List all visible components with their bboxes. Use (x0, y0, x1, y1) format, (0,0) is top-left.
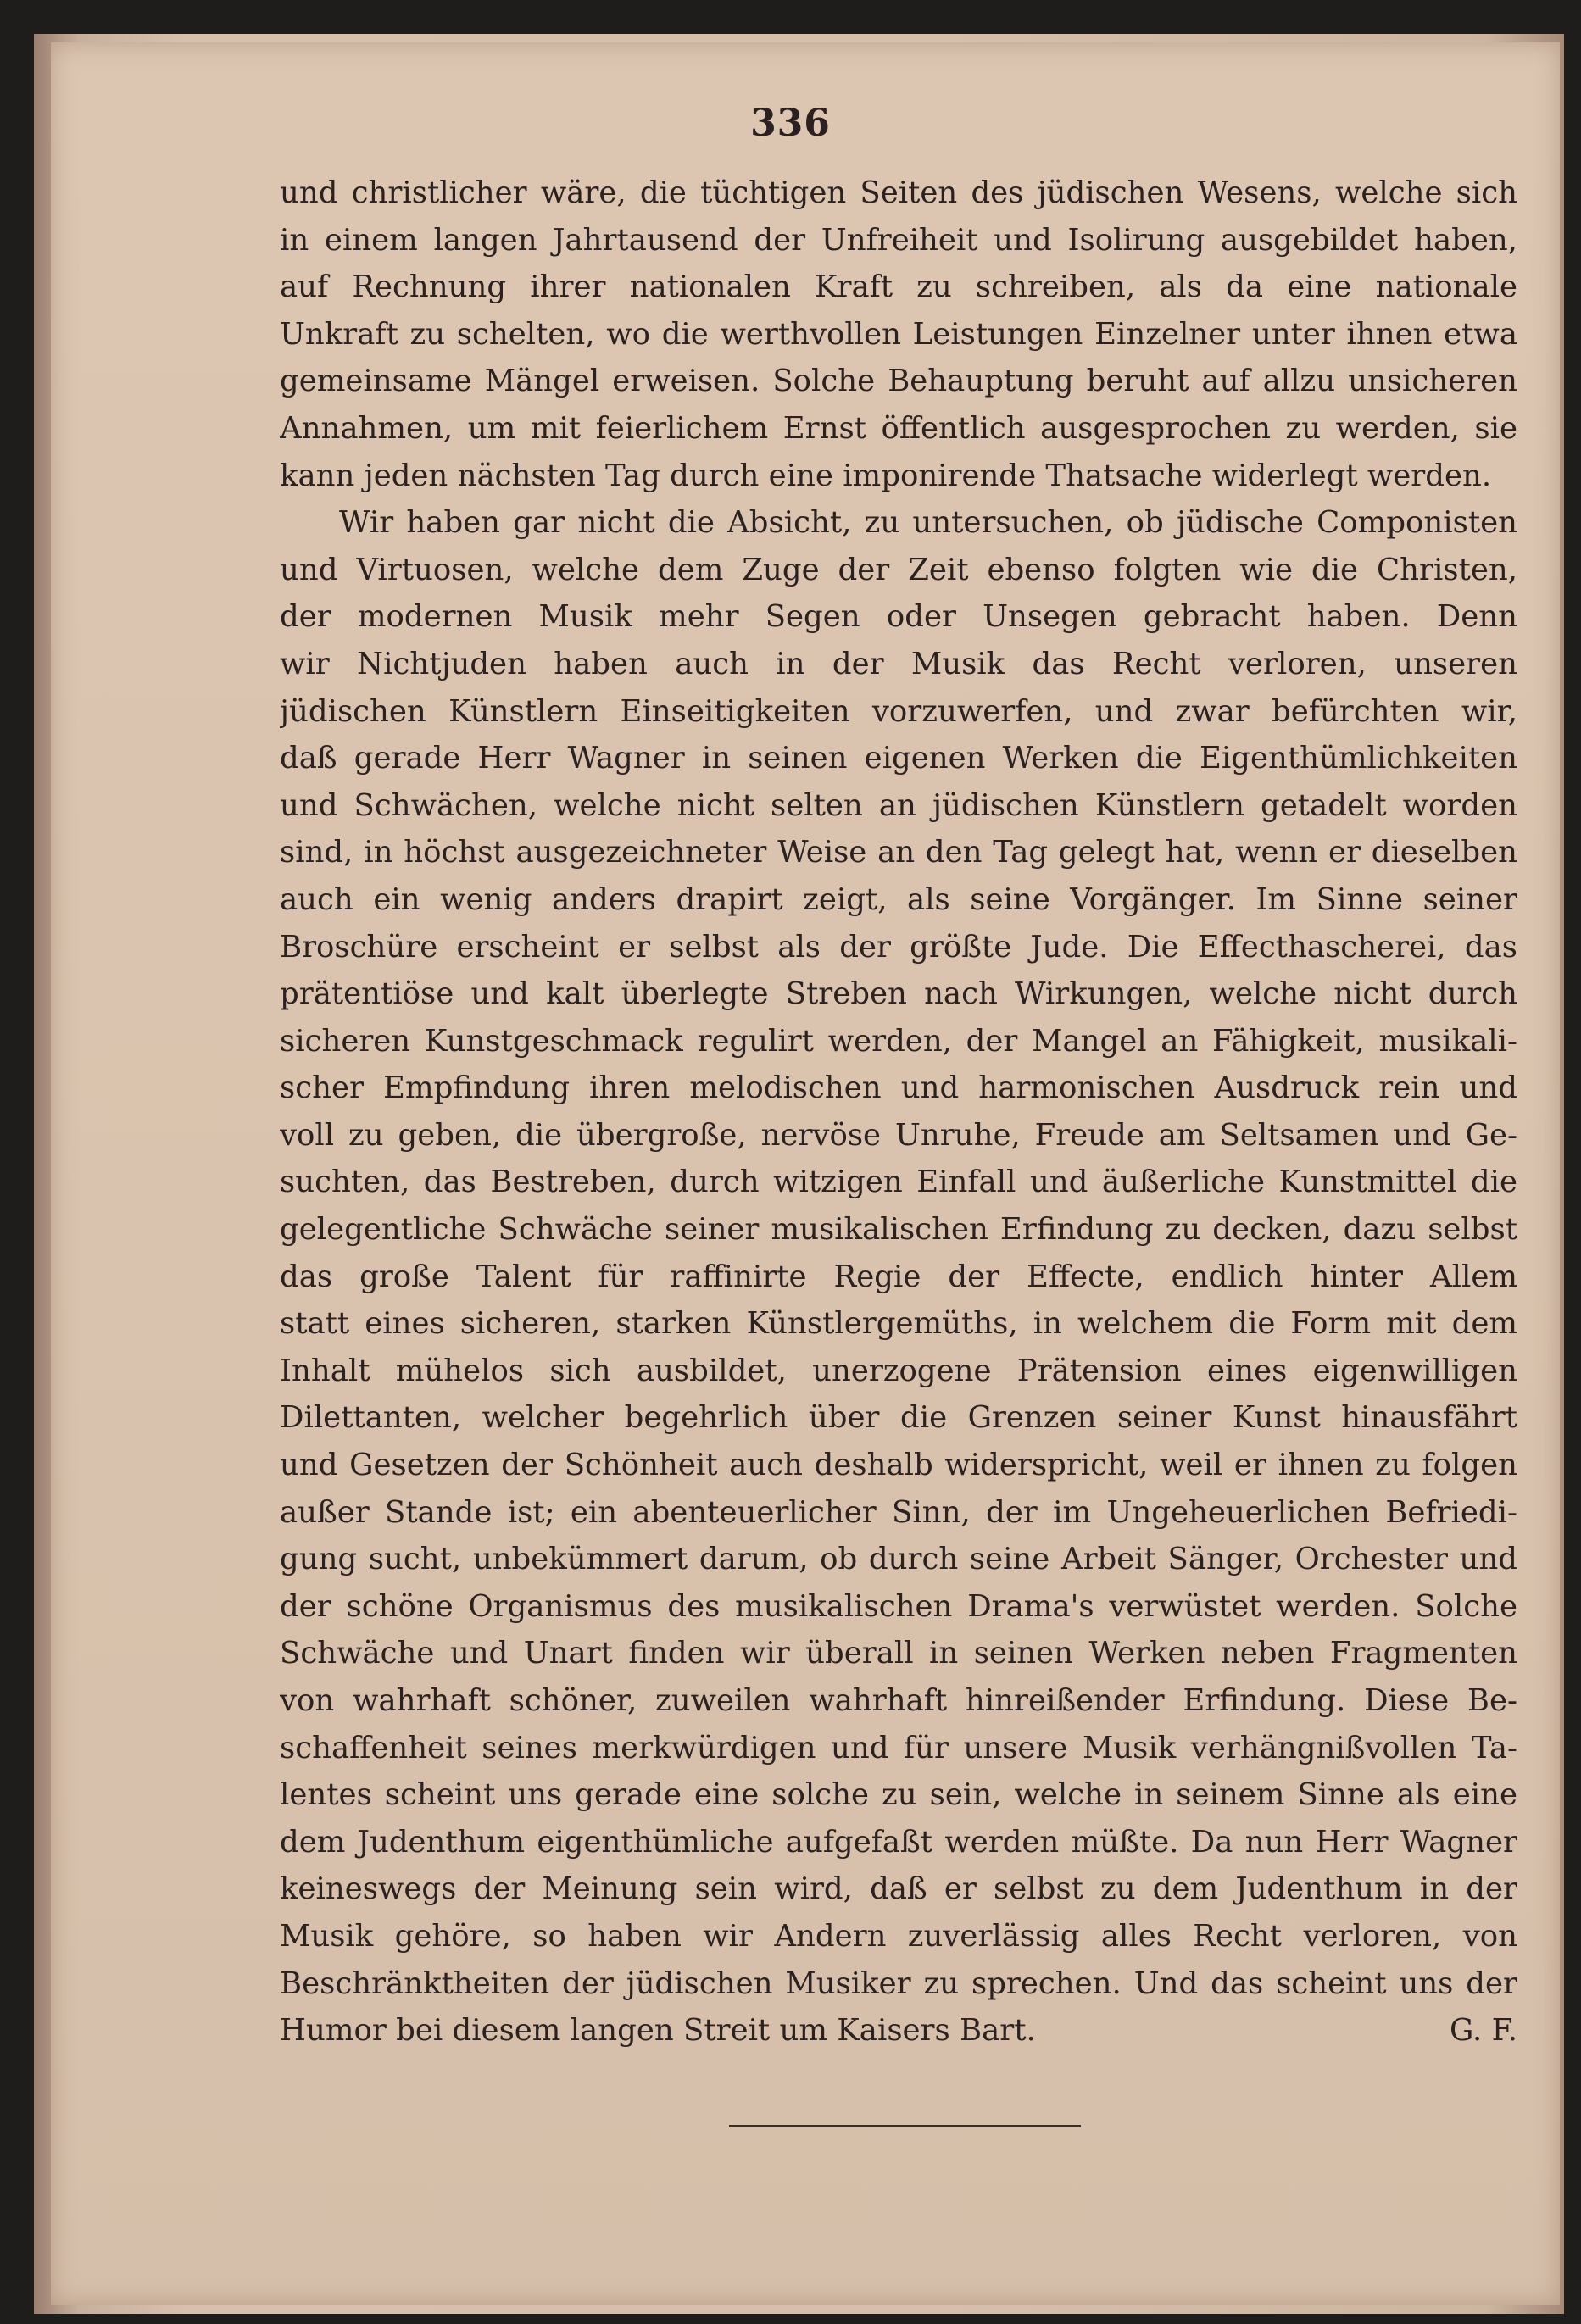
text-line-13: daß gerade Herr Wagner in seinen eigenen Werken die Eigenthümlichkeiten (280, 741, 1517, 776)
text-line-11: wir Nichtjuden haben auch in der Musik das Recht verloren, unseren (280, 646, 1517, 681)
text-line-29: außer Stande ist; ein abenteuerlicher Sinn, der im Ungeheuerlichen Befriedi- (280, 1494, 1517, 1530)
text-line-25: statt eines sicheren, starken Künstlergemüths, in welchem die Form mit dem (280, 1306, 1517, 1342)
text-line-27: Dilettanten, welcher begehrlich über die Grenzen seiner Kunst hinausfährt (280, 1400, 1517, 1436)
text-line-21: voll zu geben, die übergroße, nervöse Unruhe, Freude am Seltsamen und Ge- (280, 1117, 1517, 1153)
text-line-31: der schöne Organismus des musikalischen Drama's verwüstet werden. Solche (280, 1588, 1517, 1624)
text-line-37: keineswegs der Meinung sein wird, daß er selbst zu dem Judenthum in der (280, 1871, 1517, 1907)
text-line-10: der modernen Musik mehr Segen oder Unsegen gebracht haben. Denn (280, 599, 1517, 635)
text-line-16: auch ein wenig anders drapirt zeigt, als seine Vorgänger. Im Sinne seiner (280, 881, 1517, 917)
text-line-14: und Schwächen, welche nicht selten an jüdischen Künstlern getadelt worden (280, 787, 1517, 823)
text-line-6: Annahmen, um mit feierlichem Ernst öffentlich ausgesprochen zu werden, sie (280, 410, 1517, 446)
text-line-15: sind, in höchst ausgezeichneter Weise an den Tag gelegt hat, wenn er dieselben (280, 835, 1517, 870)
text-line-36: dem Judenthum eigenthümliche aufgefaßt werden müßte. Da nun Herr Wagner (280, 1824, 1517, 1860)
text-line-38: Musik gehöre, so haben wir Andern zuverlässig alles Recht verloren, von (280, 1918, 1517, 1954)
text-line-22: suchten, das Bestreben, durch witzigen Einfall und äußerliche Kunstmittel die (280, 1165, 1517, 1200)
text-line-39: Beschränktheiten der jüdischen Musiker zu sprechen. Und das scheint uns der (280, 1965, 1517, 2001)
text-line-26: Inhalt mühelos sich ausbildet, unerzogene Prätension eines eigenwilligen (280, 1353, 1517, 1388)
end-rule-divider (729, 2125, 1081, 2127)
author-signature: G. F. (1449, 2013, 1517, 2049)
text-line-4: Unkraft zu schelten, wo die werthvollen Leistungen Einzelner unter ihnen etwa (280, 316, 1517, 352)
text-line-2: in einem langen Jahrtausend der Unfreiheit und Isolirung ausgebildet haben, (280, 222, 1517, 258)
text-line-35: lentes scheint uns gerade eine solche zu sein, welche in seinem Sinne als eine (280, 1777, 1517, 1813)
text-line-34: schaffenheit seines merkwürdigen und für unsere Musik verhängnißvollen Ta- (280, 1730, 1517, 1765)
body-text (280, 170, 1517, 2054)
text-line-19: sicheren Kunstgeschmack regulirt werden, der Mangel an Fähigkeit, musikali- (280, 1023, 1517, 1059)
text-line-17: Broschüre erscheint er selbst als der größte Jude. Die Effecthascherei, das (280, 929, 1517, 965)
text-line-32: Schwäche und Unart finden wir überall in seinen Werken neben Fragmenten (280, 1636, 1517, 1671)
text-line-8: Wir haben gar nicht die Absicht, zu untersuchen, ob jüdische Componisten (339, 505, 1517, 541)
text-line-24: das große Talent für raffinirte Regie der Effecte, endlich hinter Allem (280, 1259, 1517, 1294)
text-line-30: gung sucht, unbekümmert darum, ob durch seine Arbeit Sänger, Orchester und (280, 1542, 1517, 1577)
closing-line (280, 2007, 1517, 2054)
text-line-33: von wahrhaft schöner, zuweilen wahrhaft hinreißender Erfindung. Diese Be- (280, 1683, 1517, 1718)
text-line-23: gelegentliche Schwäche seiner musikalischen Erfindung zu decken, dazu selbst (280, 1212, 1517, 1248)
text-line-9: und Virtuosen, welche dem Zuge der Zeit ebenso folgten wie die Christen, (280, 552, 1517, 587)
text-line-5: gemeinsame Mängel erweisen. Solche Behauptung beruht auf allzu unsicheren (280, 364, 1517, 399)
text-line-18: prätentiöse und kalt überlegte Streben nach Wirkungen, welche nicht durch (280, 976, 1517, 1012)
text-line-20: scher Empfindung ihren melodischen und harmonischen Ausdruck rein und (280, 1070, 1517, 1106)
text-line-1: und christlicher wäre, die tüchtigen Seiten des jüdischen Wesens, welche sich (280, 175, 1517, 210)
text-line-3: auf Rechnung ihrer nationalen Kraft zu schreiben, als da eine nationale (280, 270, 1517, 305)
page-number: 336 (750, 102, 831, 145)
text-line-28: und Gesetzen der Schönheit auch deshalb widerspricht, weil er ihnen zu folgen (280, 1448, 1517, 1483)
text-line-12: jüdischen Künstlern Einseitigkeiten vorzuwerfen, und zwar befürchten wir, (280, 693, 1517, 729)
final-sentence: Humor bei diesem langen Streit um Kaisers Bart. (280, 2013, 1036, 2049)
text-line-7: kann jeden nächsten Tag durch eine imponirende Thatsache widerlegt werden. (280, 458, 1492, 493)
